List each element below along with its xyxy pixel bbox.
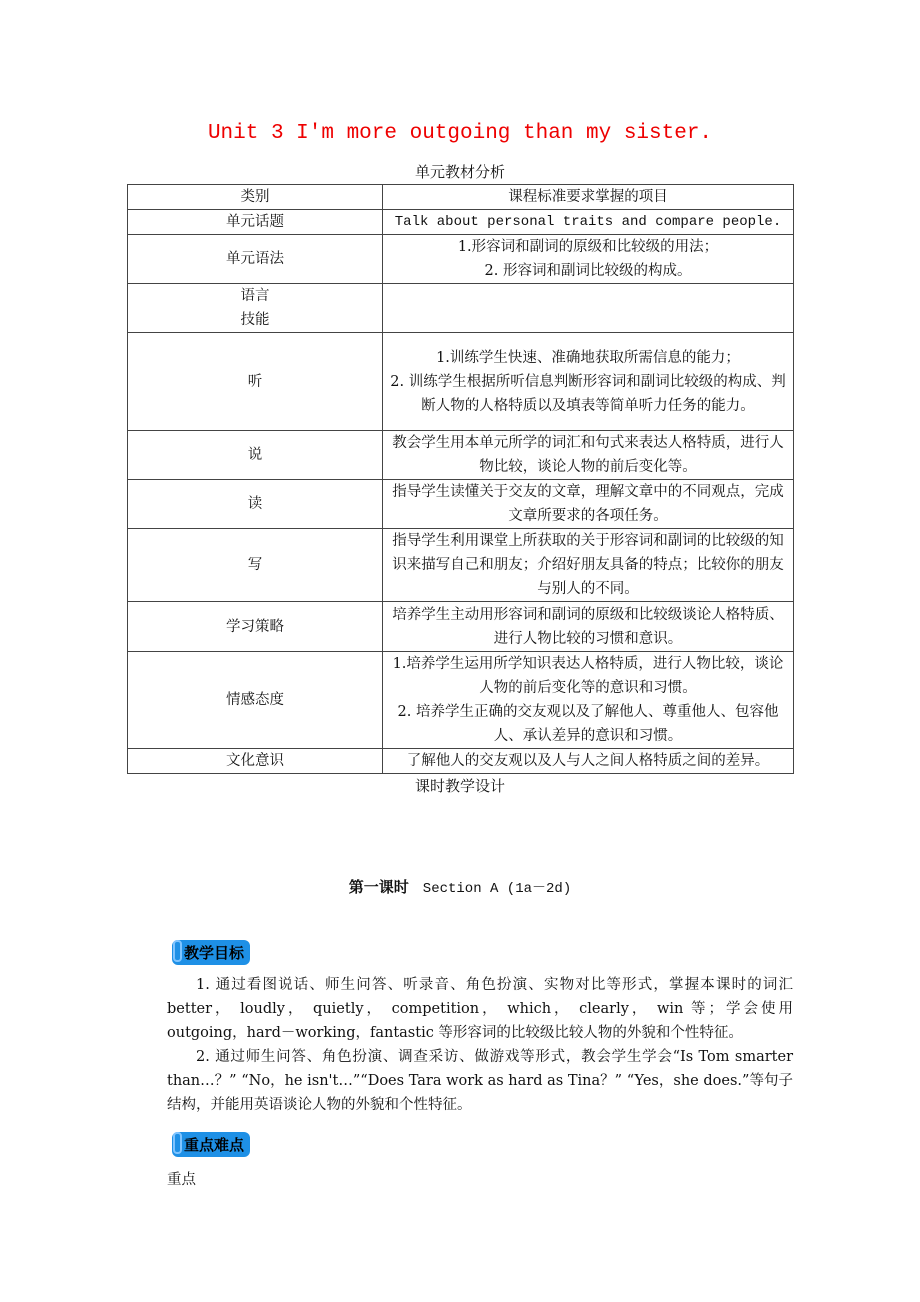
section-heading [0, 876, 920, 897]
table-row [128, 210, 794, 235]
content-cell [383, 431, 794, 480]
table-row [128, 235, 794, 284]
category-cell [128, 431, 383, 480]
category-cell [128, 284, 383, 333]
category-text: 语言 [240, 288, 270, 304]
unit-analysis-table [127, 184, 794, 774]
table-row [128, 602, 794, 652]
content-text: 了解他人的交友观以及人与人之间人格特质之间的差异。 [406, 753, 770, 769]
lesson-label: 第一课时 [348, 878, 409, 896]
content-cell [383, 284, 794, 333]
content-text: 2. 形容词和副词比较级的构成。 [484, 263, 692, 279]
category-text: 技能 [240, 312, 270, 328]
category-text: 听 [247, 373, 263, 390]
content-text: 培养学生主动用形容词和副词的原级和比较级谈论人格特质、进行人物比较的习惯和意识。 [392, 606, 784, 647]
content-cell [383, 235, 794, 284]
objective-paragraph: 2. 通过师生问答、角色扮演、调查采访、做游戏等形式，教会学生学会“Is Tom smarter than…？” “No，he isn't…”“Does Tara work as hard as Tina？” “Yes，she does.”等句子结构，并能用英语谈论人物的外貌和个性特征。 [167, 1049, 793, 1113]
content-cell [383, 652, 794, 749]
category-text: 文化意识 [226, 753, 284, 769]
content-cell [383, 529, 794, 602]
content-cell [383, 749, 794, 774]
category-cell [128, 480, 383, 529]
content-text: 1.训练学生快速、准确地获取所需信息的能力； [436, 349, 740, 366]
design-caption: 课时教学设计 [414, 777, 505, 795]
content-text: 指导学生利用课堂上所获取的关于形容词和副词的比较级的知识来描写自己和朋友；介绍好朋友具备的特点；比较你的朋友与别人的不同。 [392, 533, 784, 597]
content-cell [383, 480, 794, 529]
category-text: 说 [247, 447, 263, 463]
header-content: 课程标准要求掌握的项目 [383, 185, 794, 210]
section-name: Section A (1a－2d) [422, 881, 572, 897]
category-text: 学习策略 [226, 618, 284, 635]
key-points-badge [172, 1132, 250, 1157]
table-row [128, 284, 794, 333]
table-row [128, 431, 794, 480]
table-row [128, 480, 794, 529]
category-cell [128, 652, 383, 749]
content-cell [383, 210, 794, 235]
content-cell [383, 602, 794, 652]
document-title: Unit 3 I'm more outgoing than my sister. [207, 122, 713, 145]
table-caption: 单元教材分析 [414, 163, 505, 181]
content-cell [383, 333, 794, 431]
objective-paragraph: 1. 通过看图说话、师生问答、听录音、角色扮演、实物对比等形式，掌握本课时的词汇 better， loudly， quietly， competition， which， clearly， win 等；学会使用 outgoing，hard－working，fantastic 等形容词的比较级比较人物的外貌和个性特征。 [167, 977, 793, 1041]
content-text: 2. 培养学生正确的交友观以及了解他人、尊重他人、包容他人、承认差异的意识和习惯。 [397, 704, 779, 744]
header-category: 类别 [128, 185, 383, 210]
content-text: Talk about personal traits and compare people. [394, 214, 782, 230]
table-header-row [128, 185, 794, 210]
content-text: 1.培养学生运用所学知识表达人格特质，进行人物比较，谈论人物的前后变化等的意识和习惯。 [392, 656, 784, 696]
content-text: 1.形容词和副词的原级和比较级的用法； [457, 239, 719, 255]
table-row [128, 652, 794, 749]
objectives-badge [172, 940, 250, 965]
category-cell [128, 749, 383, 774]
content-text: 指导学生读懂关于交友的文章，理解文章中的不同观点，完成文章所要求的各项任务。 [392, 484, 784, 524]
key-points-badge-label: 重点难点 [184, 1136, 245, 1154]
category-cell [128, 529, 383, 602]
objectives-text [167, 973, 793, 1117]
content-text: 2. 训练学生根据所听信息判断形容词和副词比较级的构成、判断人物的人格特质以及填表等简单听力任务的能力。 [390, 373, 786, 414]
category-cell [128, 333, 383, 431]
objectives-badge-label: 教学目标 [184, 944, 245, 962]
table-row [128, 333, 794, 431]
category-text: 单元话题 [226, 214, 284, 230]
table-row [128, 749, 794, 774]
category-cell [128, 210, 383, 235]
category-text: 单元语法 [226, 251, 284, 267]
key-points-label: 重点 [167, 1172, 196, 1188]
category-cell [128, 235, 383, 284]
category-cell [128, 602, 383, 652]
paperclip-icon [173, 940, 182, 962]
category-text: 写 [247, 557, 263, 573]
paperclip-icon [173, 1132, 182, 1154]
table-row [128, 529, 794, 602]
content-text: 教会学生用本单元所学的词汇和句式来表达人格特质，进行人物比较，谈论人物的前后变化等。 [392, 435, 784, 475]
category-text: 情感态度 [226, 692, 284, 708]
category-text: 读 [247, 496, 263, 512]
